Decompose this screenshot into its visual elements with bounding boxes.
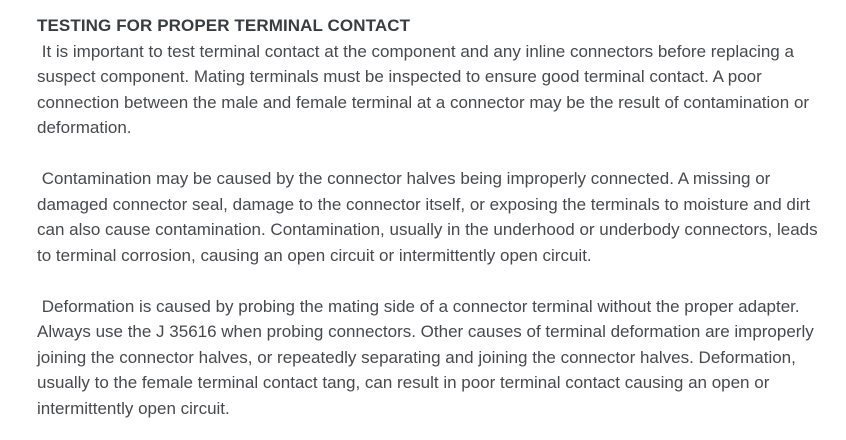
paragraph-deformation: Deformation is caused by probing the mating side of a connector terminal without the proper adapter. Always use the J 35616 when probing connectors. Other causes of terminal deformation are improperly joining the connector halves, or repeatedly separating and joining the connector halves. Deformation, usually to the female terminal contact tang, can result in poor terminal contact causing an open or intermittently open circuit. (37, 296, 819, 418)
paragraph-contamination: Contamination may be caused by the connector halves being improperly connected. A missing or damaged connector seal, damage to the connector itself, or exposing the terminals to moisture and dirt can also cause contamination. Contamination, usually in the underhood or underbody connectors, leads to terminal corrosion, causing an open circuit or intermittently open circuit. (37, 169, 823, 265)
paragraph-terminal-contact-intro: It is important to test terminal contact at the component and any inline connectors before replacing a suspect component. Mating terminals must be inspected to ensure good terminal contact. A poor connection between the male and female terminal at a connector may be the result of contamination or deformation. (37, 41, 814, 137)
section-title: TESTING FOR PROPER TERMINAL CONTACT (37, 16, 411, 35)
